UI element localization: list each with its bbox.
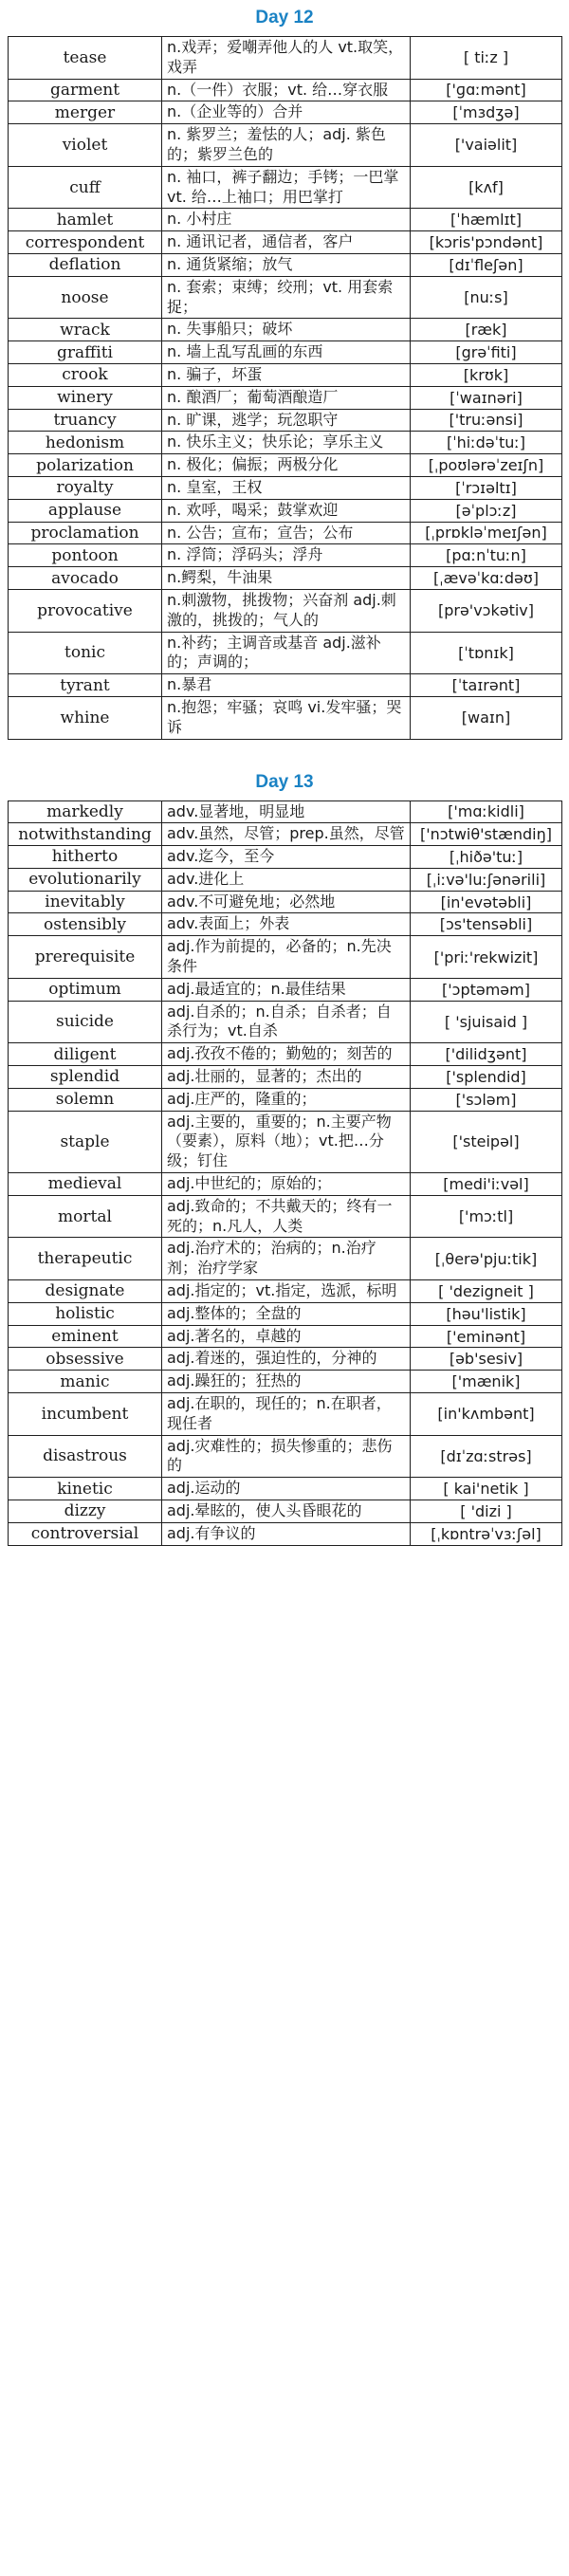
- vocab-row: [9, 674, 562, 697]
- word-cell: applause: [9, 499, 162, 522]
- definition-cell: n.戏弄；爱嘲弄他人的人 vt.取笑，戏弄: [162, 37, 411, 80]
- vocab-row: [9, 696, 562, 739]
- day12-header: [0, 0, 569, 36]
- word-cell: garment: [9, 79, 162, 101]
- phonetic-cell: [ˌprɒkləˈmeɪʃən]: [411, 522, 562, 544]
- vocab-row: [9, 1478, 562, 1500]
- vocab-row: [9, 1173, 562, 1196]
- definition-cell: n.（企业等的）合并: [162, 101, 411, 124]
- vocab-row: [9, 432, 562, 454]
- vocab-row: [9, 1348, 562, 1371]
- phonetic-cell: ['vaiəlit]: [411, 124, 562, 167]
- vocab-row: [9, 499, 562, 522]
- day13-title: Day 13: [255, 771, 314, 792]
- phonetic-cell: [ˈmɜdʒə]: [411, 101, 562, 124]
- phonetic-cell: [dɪˈfleʃən]: [411, 253, 562, 276]
- phonetic-cell: [ræk]: [411, 319, 562, 341]
- word-cell: deflation: [9, 253, 162, 276]
- day13-vocab-table: [8, 800, 562, 1546]
- definition-cell: adj.躁狂的；狂热的: [162, 1371, 411, 1393]
- vocab-row: [9, 231, 562, 254]
- vocab-row: [9, 1043, 562, 1066]
- vocab-row: [9, 1066, 562, 1089]
- word-cell: crook: [9, 363, 162, 386]
- definition-cell: n. 公告；宣布；宣告；公布: [162, 522, 411, 544]
- word-cell: wrack: [9, 319, 162, 341]
- phonetic-cell: ['mɑːkidli]: [411, 800, 562, 823]
- phonetic-cell: ['ɡɑːmənt]: [411, 79, 562, 101]
- word-cell: whine: [9, 696, 162, 739]
- word-cell: markedly: [9, 800, 162, 823]
- phonetic-cell: [in'kʌmbənt]: [411, 1393, 562, 1436]
- phonetic-cell: [ 'sjuisaid ]: [411, 1001, 562, 1043]
- definition-cell: adj.主要的，重要的；n.主要产物（要素），原料（地）；vt.把…分级；钉住: [162, 1111, 411, 1172]
- vocab-row: [9, 567, 562, 590]
- phonetic-cell: [krʊk]: [411, 363, 562, 386]
- definition-cell: n.刺激物，挑拨物；兴奋剂 adj.刺激的，挑拨的；气人的: [162, 589, 411, 632]
- definition-cell: n. 快乐主义；快乐论；享乐主义: [162, 432, 411, 454]
- phonetic-cell: [ kai'netik ]: [411, 1478, 562, 1500]
- word-cell: obsessive: [9, 1348, 162, 1371]
- vocab-row: [9, 1500, 562, 1523]
- phonetic-cell: ['ɔptəməm]: [411, 978, 562, 1001]
- vocab-row: [9, 341, 562, 364]
- word-cell: tyrant: [9, 674, 162, 697]
- word-cell: incumbent: [9, 1393, 162, 1436]
- vocab-row: [9, 1088, 562, 1111]
- definition-cell: n.鳄梨，牛油果: [162, 567, 411, 590]
- word-cell: mortal: [9, 1195, 162, 1238]
- phonetic-cell: [ˌpoʊlərəˈzeɪʃn]: [411, 454, 562, 477]
- phonetic-cell: ['mænik]: [411, 1371, 562, 1393]
- definition-cell: n.（一件）衣服；vt. 给…穿衣服: [162, 79, 411, 101]
- phonetic-cell: [əˈplɔːz]: [411, 499, 562, 522]
- word-cell: holistic: [9, 1302, 162, 1325]
- phonetic-cell: [ tiːz ]: [411, 37, 562, 80]
- word-cell: hamlet: [9, 209, 162, 231]
- word-cell: manic: [9, 1371, 162, 1393]
- phonetic-cell: ['truːənsi]: [411, 409, 562, 432]
- vocab-row: [9, 1393, 562, 1436]
- vocab-row: [9, 166, 562, 209]
- definition-cell: n. 极化；偏振；两极分化: [162, 454, 411, 477]
- word-cell: diligent: [9, 1043, 162, 1066]
- vocab-row: [9, 209, 562, 231]
- vocab-row: [9, 1195, 562, 1238]
- definition-cell: adj.庄严的，隆重的；: [162, 1088, 411, 1111]
- definition-cell: n. 通讯记者，通信者，客户: [162, 231, 411, 254]
- word-cell: solemn: [9, 1088, 162, 1111]
- word-cell: cuff: [9, 166, 162, 209]
- vocab-row: [9, 846, 562, 869]
- vocab-row: [9, 544, 562, 567]
- vocab-row: [9, 1001, 562, 1043]
- vocab-row: [9, 823, 562, 846]
- phonetic-cell: ['mɔːtl]: [411, 1195, 562, 1238]
- vocab-row: [9, 891, 562, 913]
- word-cell: controversial: [9, 1522, 162, 1545]
- phonetic-cell: [ˈhæmlɪt]: [411, 209, 562, 231]
- vocab-row: [9, 632, 562, 674]
- vocab-row: [9, 913, 562, 936]
- phonetic-cell: [ 'dezigneit ]: [411, 1280, 562, 1303]
- definition-cell: adj.自杀的；n.自杀；自杀者；自杀行为；vt.自杀: [162, 1001, 411, 1043]
- definition-cell: n.补药；主调音或基音 adj.滋补的；声调的；: [162, 632, 411, 674]
- phonetic-cell: [pɑːnˈtuːn]: [411, 544, 562, 567]
- phonetic-cell: [kɔris'pɔndənt]: [411, 231, 562, 254]
- vocab-row: [9, 319, 562, 341]
- word-cell: winery: [9, 386, 162, 409]
- vocab-row: [9, 800, 562, 823]
- vocab-row: [9, 1371, 562, 1393]
- phonetic-cell: ['sɔləm]: [411, 1088, 562, 1111]
- phonetic-cell: [medi'iːvəl]: [411, 1173, 562, 1196]
- day12-vocab-table: [8, 36, 562, 740]
- phonetic-cell: [ˈtaɪrənt]: [411, 674, 562, 697]
- phonetic-cell: ['steipəl]: [411, 1111, 562, 1172]
- definition-cell: n. 旷课，逃学；玩忽职守: [162, 409, 411, 432]
- phonetic-cell: [ˈrɔɪəltɪ]: [411, 476, 562, 499]
- definition-cell: adj.最适宜的；n.最佳结果: [162, 978, 411, 1001]
- day12-title: Day 12: [255, 8, 314, 28]
- definition-cell: adj.作为前提的，必备的；n.先决条件: [162, 936, 411, 979]
- vocab-row: [9, 476, 562, 499]
- word-cell: therapeutic: [9, 1238, 162, 1280]
- definition-cell: n. 欢呼，喝采；鼓掌欢迎: [162, 499, 411, 522]
- phonetic-cell: [ˌiːvə'luːʃənərili]: [411, 868, 562, 891]
- word-cell: eminent: [9, 1325, 162, 1348]
- word-cell: kinetic: [9, 1478, 162, 1500]
- vocab-row: [9, 101, 562, 124]
- definition-cell: adj.灾难性的；损失惨重的；悲伤的: [162, 1435, 411, 1478]
- vocab-row: [9, 276, 562, 319]
- definition-cell: n.暴君: [162, 674, 411, 697]
- definition-cell: n. 骗子，坏蛋: [162, 363, 411, 386]
- vocab-row: [9, 454, 562, 477]
- vocab-row: [9, 1435, 562, 1478]
- word-cell: suicide: [9, 1001, 162, 1043]
- phonetic-cell: ['priː'rekwizit]: [411, 936, 562, 979]
- vocab-row: [9, 589, 562, 632]
- definition-cell: n. 皇室，王权: [162, 476, 411, 499]
- word-cell: disastrous: [9, 1435, 162, 1478]
- word-cell: polarization: [9, 454, 162, 477]
- word-cell: violet: [9, 124, 162, 167]
- definition-cell: n. 酿酒厂；葡萄酒酿造厂: [162, 386, 411, 409]
- definition-cell: adv.进化上: [162, 868, 411, 891]
- phonetic-cell: ['dilidʒənt]: [411, 1043, 562, 1066]
- vocab-row: [9, 522, 562, 544]
- definition-cell: n. 袖口，裤子翻边；手铐；一巴掌 vt. 给…上袖口；用巴掌打: [162, 166, 411, 209]
- phonetic-cell: [ˌhiðə'tuː]: [411, 846, 562, 869]
- vocab-row: [9, 936, 562, 979]
- definition-cell: adj.整体的；全盘的: [162, 1302, 411, 1325]
- word-cell: avocado: [9, 567, 162, 590]
- phonetic-cell: ['eminənt]: [411, 1325, 562, 1348]
- definition-cell: adv.表面上；外表: [162, 913, 411, 936]
- phonetic-cell: [waɪn]: [411, 696, 562, 739]
- word-cell: optimum: [9, 978, 162, 1001]
- word-cell: hitherto: [9, 846, 162, 869]
- word-cell: pontoon: [9, 544, 162, 567]
- vocab-row: [9, 978, 562, 1001]
- word-cell: proclamation: [9, 522, 162, 544]
- day12-section: [0, 0, 569, 740]
- vocab-row: [9, 386, 562, 409]
- word-cell: royalty: [9, 476, 162, 499]
- definition-cell: adj.治疗术的；治病的；n.治疗剂；治疗学家: [162, 1238, 411, 1280]
- phonetic-cell: [ɔs'tensəbli]: [411, 913, 562, 936]
- phonetic-cell: [nuːs]: [411, 276, 562, 319]
- phonetic-cell: [həu'listik]: [411, 1302, 562, 1325]
- word-cell: graffiti: [9, 341, 162, 364]
- phonetic-cell: [ˌkɒntrəˈvɜːʃəl]: [411, 1522, 562, 1545]
- definition-cell: adj.着迷的，强迫性的，分神的: [162, 1348, 411, 1371]
- definition-cell: adj.著名的，卓越的: [162, 1325, 411, 1348]
- vocab-row: [9, 124, 562, 167]
- phonetic-cell: [prə'vɔkətiv]: [411, 589, 562, 632]
- definition-cell: n. 小村庄: [162, 209, 411, 231]
- vocab-row: [9, 868, 562, 891]
- definition-cell: adj.有争议的: [162, 1522, 411, 1545]
- vocab-row: [9, 1111, 562, 1172]
- definition-cell: n.抱怨；牢骚；哀鸣 vi.发牢骚；哭诉: [162, 696, 411, 739]
- definition-cell: n. 通货紧缩；放气: [162, 253, 411, 276]
- word-cell: ostensibly: [9, 913, 162, 936]
- word-cell: designate: [9, 1280, 162, 1303]
- word-cell: tonic: [9, 632, 162, 674]
- phonetic-cell: [ˈtɒnɪk]: [411, 632, 562, 674]
- phonetic-cell: ['nɔtwiθ'stændiŋ]: [411, 823, 562, 846]
- day13-header: [0, 764, 569, 800]
- word-cell: splendid: [9, 1066, 162, 1089]
- definition-cell: n. 失事船只；破坏: [162, 319, 411, 341]
- vocab-row: [9, 1325, 562, 1348]
- word-cell: evolutionarily: [9, 868, 162, 891]
- definition-cell: adv.虽然，尽管；prep.虽然，尽管: [162, 823, 411, 846]
- phonetic-cell: [əb'sesiv]: [411, 1348, 562, 1371]
- definition-cell: n. 墙上乱写乱画的东西: [162, 341, 411, 364]
- vocab-row: [9, 1522, 562, 1545]
- vocab-row: [9, 409, 562, 432]
- phonetic-cell: [in'evətəbli]: [411, 891, 562, 913]
- definition-cell: adj.指定的；vt.指定，选派，标明: [162, 1280, 411, 1303]
- word-cell: merger: [9, 101, 162, 124]
- word-cell: hedonism: [9, 432, 162, 454]
- definition-cell: adj.运动的: [162, 1478, 411, 1500]
- vocab-row: [9, 253, 562, 276]
- definition-cell: adj.中世纪的；原始的；: [162, 1173, 411, 1196]
- phonetic-cell: [ˈwaɪnəri]: [411, 386, 562, 409]
- definition-cell: n. 套索；束缚；绞刑；vt. 用套索捉；: [162, 276, 411, 319]
- definition-cell: adj.在职的，现任的；n.在职者，现任者: [162, 1393, 411, 1436]
- definition-cell: adj.孜孜不倦的；勤勉的；刻苦的: [162, 1043, 411, 1066]
- vocab-row: [9, 37, 562, 80]
- phonetic-cell: [grəˈfiti]: [411, 341, 562, 364]
- word-cell: provocative: [9, 589, 162, 632]
- definition-cell: n. 紫罗兰；羞怯的人；adj. 紫色的；紫罗兰色的: [162, 124, 411, 167]
- phonetic-cell: [dɪˈzɑːstrəs]: [411, 1435, 562, 1478]
- vocab-row: [9, 1238, 562, 1280]
- phonetic-cell: [ˈhiːdəˈtuː]: [411, 432, 562, 454]
- definition-cell: adj.致命的；不共戴天的；终有一死的；n.凡人，人类: [162, 1195, 411, 1238]
- word-cell: truancy: [9, 409, 162, 432]
- word-cell: notwithstanding: [9, 823, 162, 846]
- word-cell: inevitably: [9, 891, 162, 913]
- word-cell: medieval: [9, 1173, 162, 1196]
- word-cell: prerequisite: [9, 936, 162, 979]
- vocab-row: [9, 79, 562, 101]
- word-cell: dizzy: [9, 1500, 162, 1523]
- definition-cell: adv.显著地，明显地: [162, 800, 411, 823]
- phonetic-cell: [ˌævəˈkɑːdəʊ]: [411, 567, 562, 590]
- day13-section: [0, 764, 569, 1546]
- definition-cell: adj.晕眩的，使人头昏眼花的: [162, 1500, 411, 1523]
- vocab-row: [9, 1280, 562, 1303]
- word-cell: correspondent: [9, 231, 162, 254]
- definition-cell: n. 浮筒；浮码头；浮舟: [162, 544, 411, 567]
- vocab-row: [9, 1302, 562, 1325]
- phonetic-cell: [kʌf]: [411, 166, 562, 209]
- vocab-row: [9, 363, 562, 386]
- phonetic-cell: [ 'dizi ]: [411, 1500, 562, 1523]
- definition-cell: adv.迄今，至今: [162, 846, 411, 869]
- phonetic-cell: [ˌθerə'pjuːtik]: [411, 1238, 562, 1280]
- definition-cell: adv.不可避免地；必然地: [162, 891, 411, 913]
- phonetic-cell: ['splendid]: [411, 1066, 562, 1089]
- word-cell: staple: [9, 1111, 162, 1172]
- definition-cell: adj.壮丽的，显著的；杰出的: [162, 1066, 411, 1089]
- word-cell: noose: [9, 276, 162, 319]
- word-cell: tease: [9, 37, 162, 80]
